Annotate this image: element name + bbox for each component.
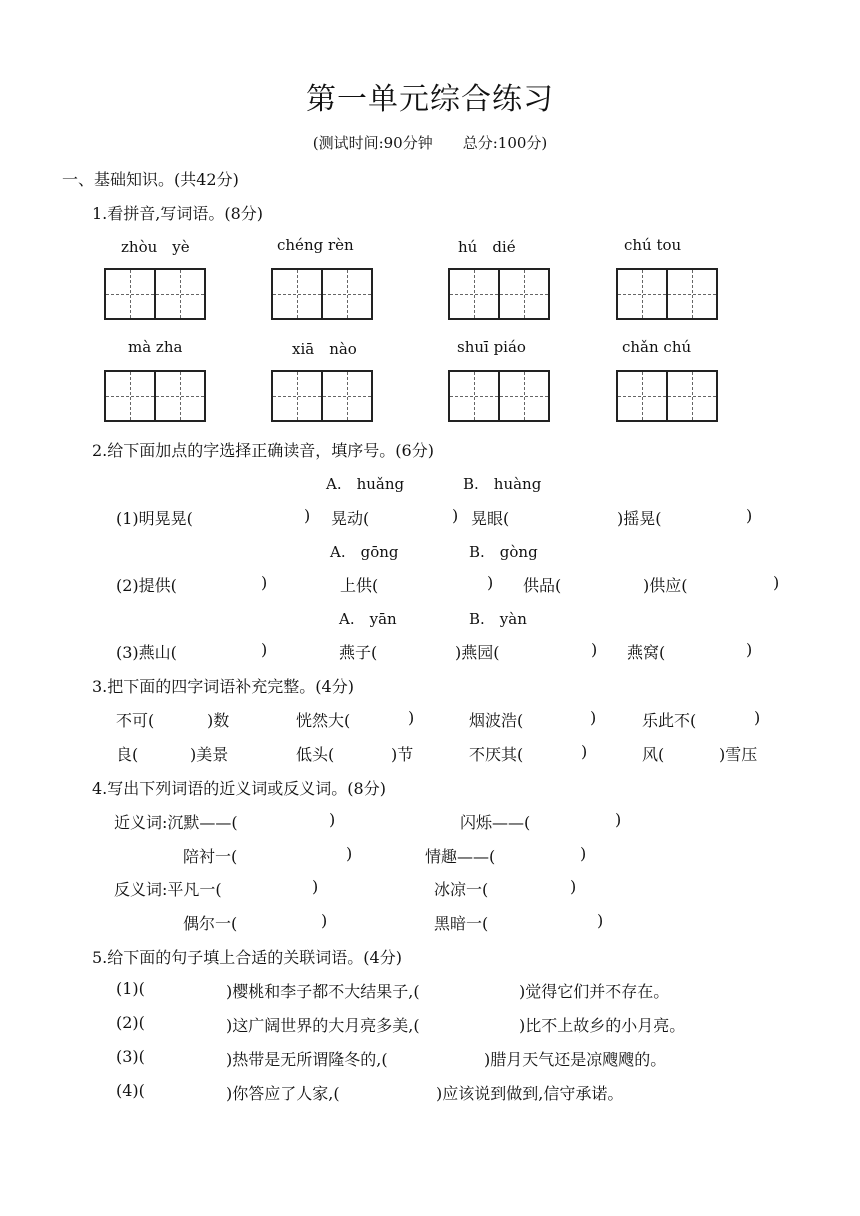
q5-s4-c: )应该说到做到,信守承诺。 — [436, 1084, 624, 1103]
q5-heading: 5.给下面的句子填上合适的关联词语。(4分) — [92, 948, 402, 967]
q5-s2-b: )这广阔世界的大月亮多美,( — [226, 1016, 420, 1035]
q3-row2-b: 低头( — [296, 745, 335, 764]
q2-row3-item3: )燕园( — [455, 643, 500, 662]
q2-row3-close4: ) — [746, 640, 753, 659]
q2-row3-item1: (3)燕山( — [116, 643, 177, 662]
tianzige-box-7[interactable] — [448, 370, 550, 422]
q2-row1-item4: )摇晃( — [617, 509, 662, 528]
q4-antonym-3-close: ) — [321, 911, 328, 930]
q2-row1-close2: ) — [452, 506, 459, 525]
q4-synonym-2: 闪烁——( — [460, 813, 531, 832]
q3-row2-c: 不厌其( — [469, 745, 524, 764]
q2-row1-item1: (1)明晃晃( — [116, 509, 193, 528]
q2-row1-close4: ) — [746, 506, 753, 525]
pinyin-4: chú tou — [624, 236, 682, 254]
tianzige-box-3[interactable] — [448, 268, 550, 320]
q5-s2-a: (2)( — [116, 1013, 145, 1032]
q1-heading: 1.看拼音,写词语。(8分) — [92, 204, 264, 223]
q4-antonym-1: 反义词:平凡一( — [114, 880, 222, 899]
q4-synonym-4: 情趣——( — [425, 847, 496, 866]
section-1-heading: 一、基础知识。(共42分) — [62, 170, 239, 189]
q3-row2-d2: )雪压 — [719, 745, 758, 764]
tianzige-box-8[interactable] — [616, 370, 718, 422]
q5-s2-c: )比不上故乡的小月亮。 — [519, 1016, 686, 1035]
q4-antonym-4: 黑暗一( — [434, 914, 489, 933]
q3-row1-b: 恍然大( — [296, 711, 351, 730]
q5-s1-a: (1)( — [116, 979, 145, 998]
q3-row1-d: 乐此不( — [642, 711, 697, 730]
q2-row3-item2: 燕子( — [339, 643, 378, 662]
q4-antonym-3: 偶尔一( — [183, 914, 238, 933]
pinyin-8: chǎn chú — [622, 338, 692, 356]
q4-heading: 4.写出下列词语的近义词或反义词。(8分) — [92, 779, 386, 798]
q4-synonym-4-close: ) — [580, 844, 587, 863]
q4-synonym-1: 近义词:沉默——( — [114, 813, 238, 832]
q2-heading: 2.给下面加点的字选择正确读音，填序号。(6分) — [92, 441, 434, 460]
q2-row2-item3: 供品( — [523, 576, 562, 595]
q4-antonym-1-close: ) — [312, 877, 319, 896]
q4-antonym-4-close: ) — [597, 911, 604, 930]
q3-row2-a: 良( — [116, 745, 139, 764]
pinyin-2: chéng rèn — [277, 236, 354, 254]
q2-row1-close1: ) — [304, 506, 311, 525]
tianzige-box-1[interactable] — [104, 268, 206, 320]
tianzige-box-5[interactable] — [104, 370, 206, 422]
q2-row1-item3: 晃眼( — [471, 509, 510, 528]
q2-option-a-2: A. gōng — [330, 543, 399, 561]
test-info: (测试时间:90分钟 总分:100分) — [312, 134, 548, 152]
q2-option-b-3: B. yàn — [469, 610, 527, 628]
q3-row1-c: 烟波浩( — [469, 711, 524, 730]
q3-row2-d: 风( — [642, 745, 665, 764]
tianzige-box-4[interactable] — [616, 268, 718, 320]
q4-antonym-2-close: ) — [570, 877, 577, 896]
tianzige-box-6[interactable] — [271, 370, 373, 422]
pinyin-6: xiā nào — [292, 340, 357, 358]
q5-s3-b: )热带是无所谓隆冬的,( — [226, 1050, 388, 1069]
pinyin-5: mà zha — [128, 338, 183, 356]
q4-synonym-1-close: ) — [329, 810, 336, 829]
q3-row1-a: 不可( — [116, 711, 155, 730]
q2-row3-close3: ) — [591, 640, 598, 659]
q2-option-b-1: B. huàng — [463, 475, 542, 493]
q5-s1-c: )觉得它们并不存在。 — [519, 982, 670, 1001]
q3-row1-b2: ) — [408, 708, 415, 727]
q2-row2-close4: ) — [773, 573, 780, 592]
q5-s3-c: )腊月天气还是凉飕飕的。 — [484, 1050, 667, 1069]
q3-row1-d2: ) — [754, 708, 761, 727]
q3-row2-a2: )美景 — [190, 745, 229, 764]
q2-row2-item4: )供应( — [643, 576, 688, 595]
q2-row3-close1: ) — [261, 640, 268, 659]
q4-synonym-3: 陪衬一( — [183, 847, 238, 866]
page-title: 第一单元综合练习 — [306, 82, 554, 117]
q2-row2-close1: ) — [261, 573, 268, 592]
q2-option-a-3: A. yān — [339, 610, 397, 628]
q3-heading: 3.把下面的四字词语补充完整。(4分) — [92, 677, 354, 696]
q4-antonym-2: 冰凉一( — [434, 880, 489, 899]
q2-row1-item2: 晃动( — [331, 509, 370, 528]
q2-row3-item4: 燕窝( — [627, 643, 666, 662]
q5-s3-a: (3)( — [116, 1047, 145, 1066]
q3-row2-b2: )节 — [391, 745, 414, 764]
pinyin-7: shuī piáo — [457, 338, 526, 356]
q4-synonym-2-close: ) — [615, 810, 622, 829]
q5-s4-b: )你答应了人家,( — [226, 1084, 340, 1103]
q3-row2-c2: ) — [581, 742, 588, 761]
q2-row2-item1: (2)提供( — [116, 576, 177, 595]
q5-s4-a: (4)( — [116, 1081, 145, 1100]
q5-s1-b: )樱桃和李子都不大结果子,( — [226, 982, 420, 1001]
q3-row1-a2: )数 — [207, 711, 230, 730]
q2-option-a-1: A. huǎng — [326, 475, 405, 493]
pinyin-1: zhòu yè — [121, 238, 190, 256]
tianzige-box-2[interactable] — [271, 268, 373, 320]
q4-synonym-3-close: ) — [346, 844, 353, 863]
pinyin-3: hú dié — [458, 238, 516, 256]
q2-row2-close2: ) — [487, 573, 494, 592]
q2-option-b-2: B. gòng — [469, 543, 538, 561]
q2-row2-item2: 上供( — [340, 576, 379, 595]
q3-row1-c2: ) — [590, 708, 597, 727]
